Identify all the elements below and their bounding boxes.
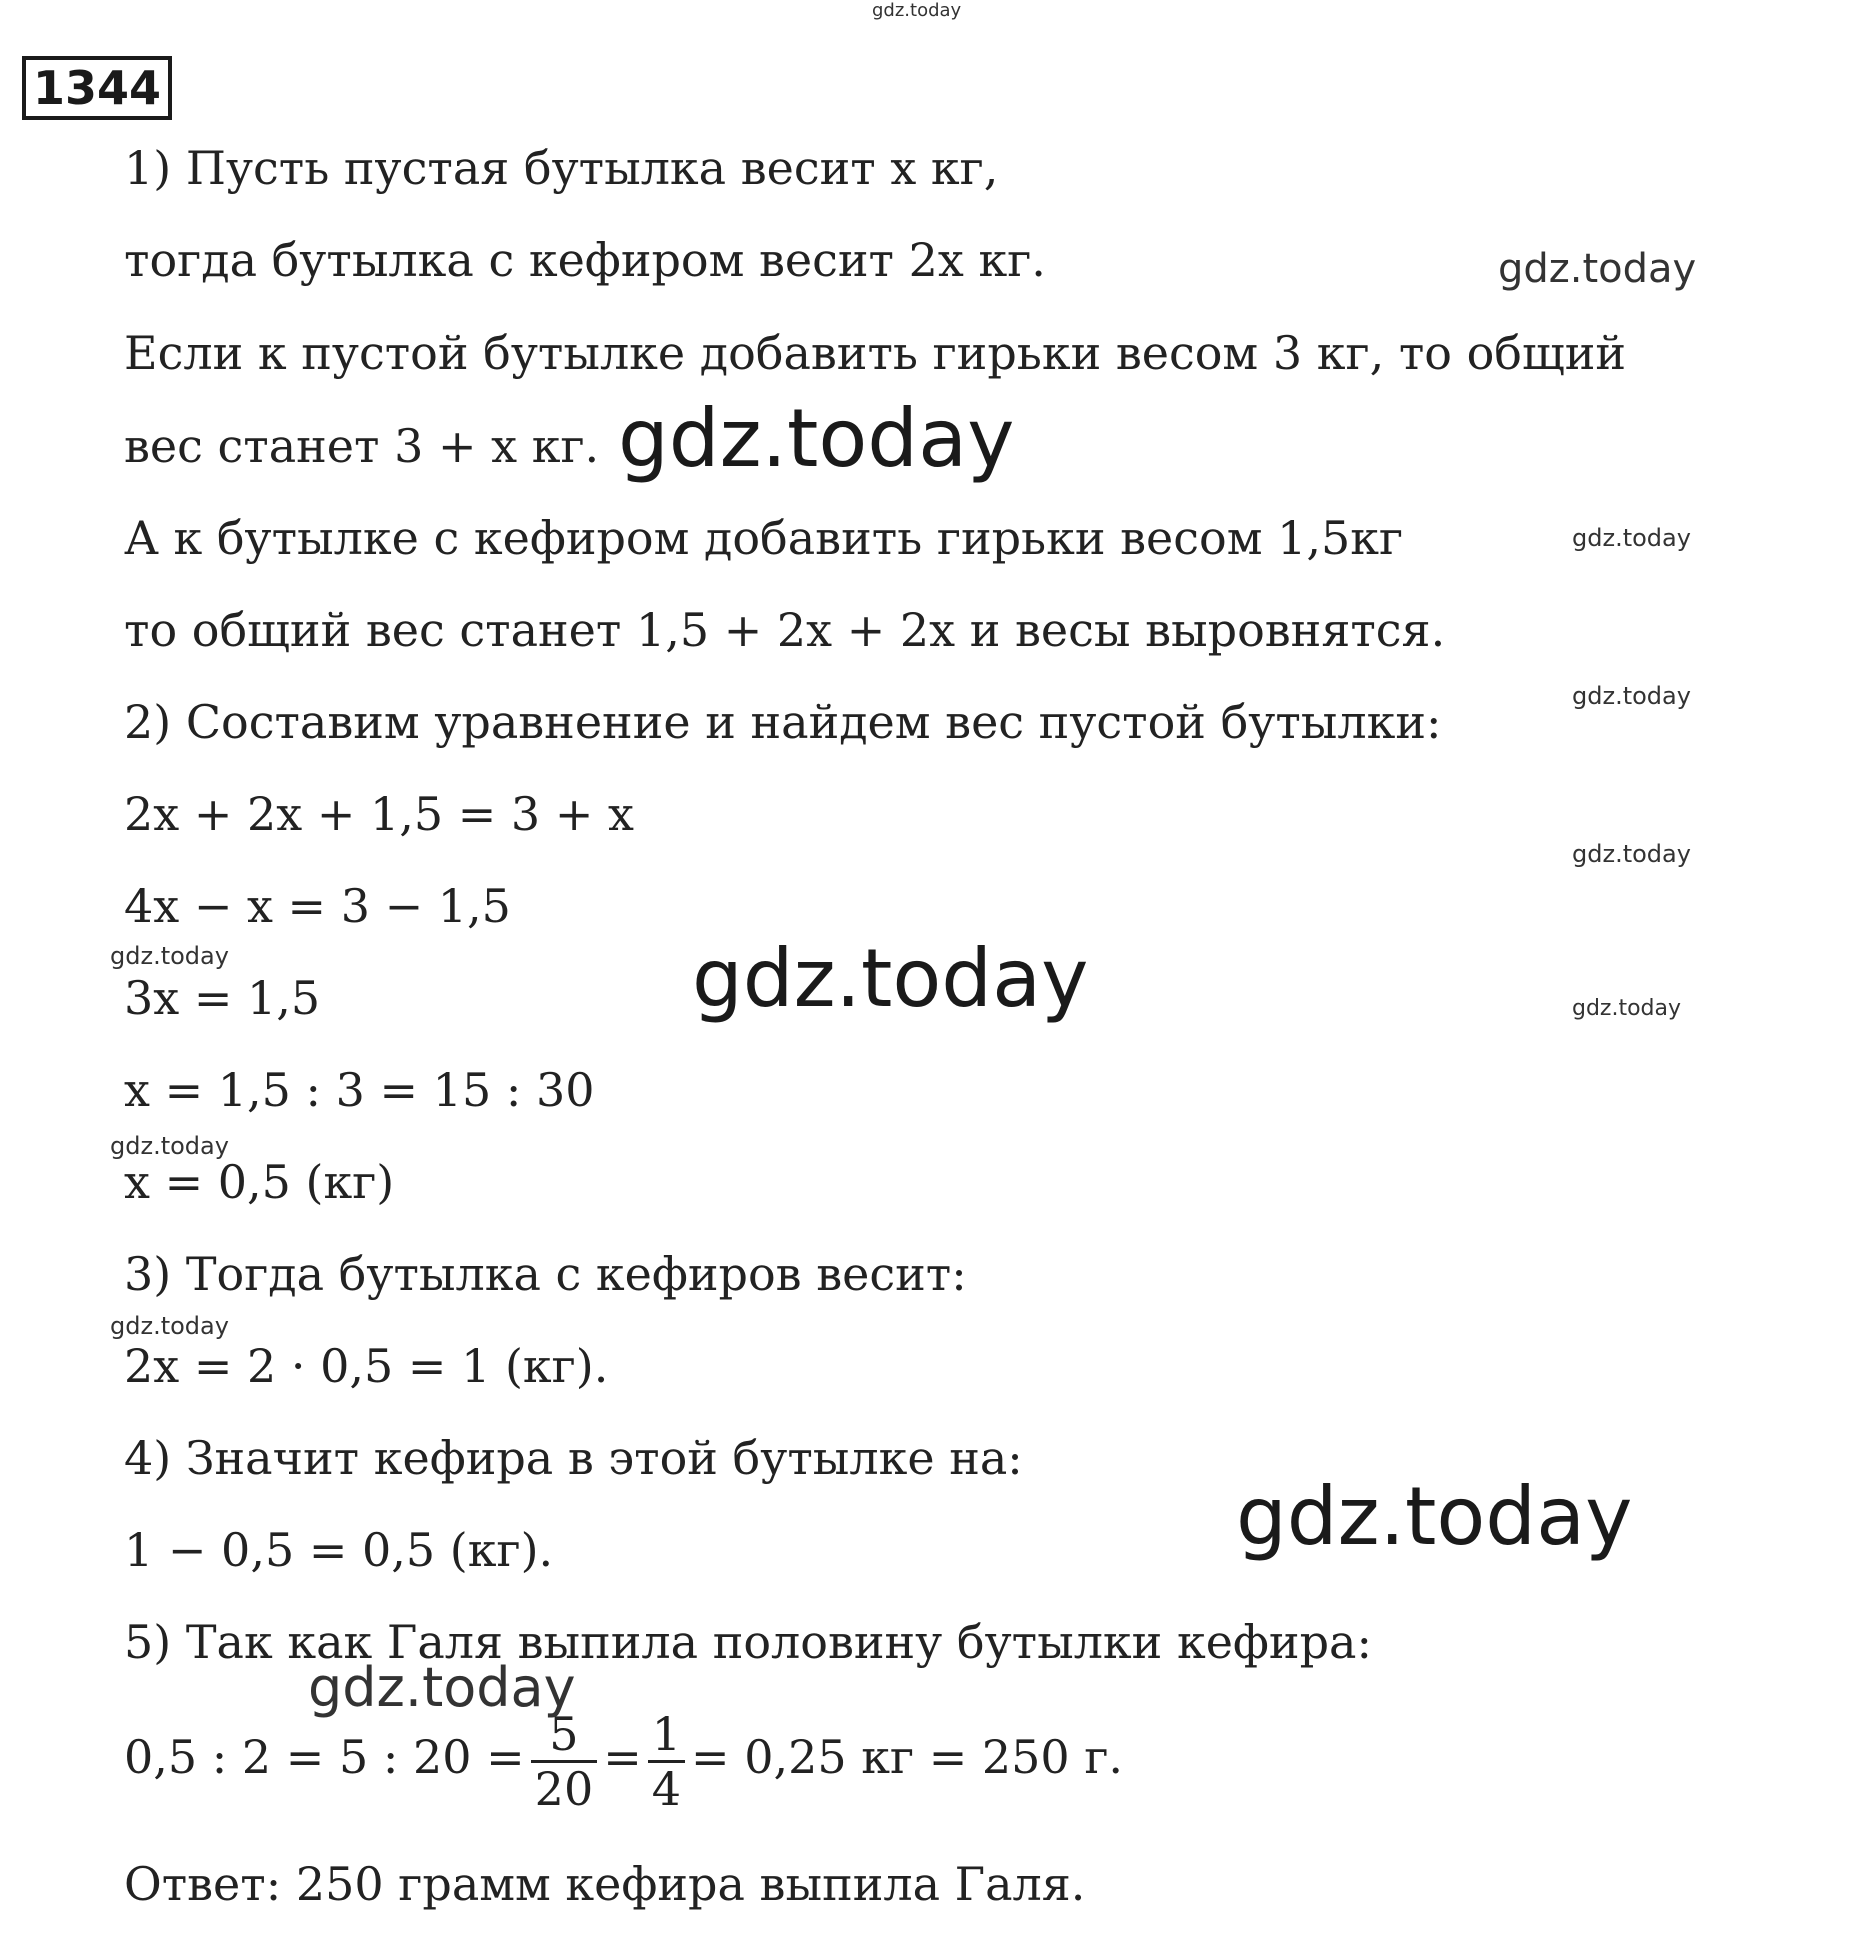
fraction-1-4	[648, 1708, 685, 1815]
equation-line-1: 2x + 2x + 1,5 = 3 + x	[124, 787, 634, 841]
fraction-equation	[124, 1702, 1123, 1815]
watermark: gdz.today	[1572, 840, 1691, 868]
watermark: gdz.today	[872, 0, 962, 21]
equation-line-3: 3x = 1,5	[124, 971, 321, 1025]
problem-number: 1344	[22, 56, 172, 120]
watermark: gdz.today	[110, 1132, 229, 1160]
solution-line-4: вес станет 3 + x кг.	[124, 419, 600, 473]
watermark: gdz.today	[1572, 996, 1682, 1021]
watermark: gdz.today	[692, 932, 1089, 1025]
answer-line: Ответ: 250 грамм кефира выпила Галя.	[124, 1857, 1086, 1911]
fraction-denominator: 4	[651, 1761, 682, 1816]
equation-line-6: 2x = 2 · 0,5 = 1 (кг).	[124, 1339, 609, 1393]
fraction-denominator: 20	[534, 1761, 594, 1816]
watermark: gdz.today	[308, 1656, 576, 1719]
solution-line-5: А к бутылке с кефиром добавить гирьки весом 1,5кг	[124, 511, 1404, 565]
watermark: gdz.today	[1498, 246, 1697, 292]
solution-line-7: 2) Составим уравнение и найдем вес пустой бутылки:	[124, 695, 1442, 749]
solution-line-1: 1) Пусть пустая бутылка весит x кг,	[124, 141, 999, 195]
watermark: gdz.today	[618, 392, 1015, 485]
equation-line-4: x = 1,5 : 3 = 15 : 30	[124, 1063, 595, 1117]
watermark: gdz.today	[1572, 682, 1691, 710]
solution-line-2: тогда бутылка с кефиром весит 2x кг.	[124, 233, 1046, 287]
fraction-numerator: 1	[648, 1708, 685, 1763]
watermark: gdz.today	[1572, 524, 1691, 552]
solution-line-8: 3) Тогда бутылка с кефиров весит:	[124, 1247, 967, 1301]
fraction-5-20	[531, 1708, 598, 1815]
equals-sign: =	[603, 1730, 642, 1784]
fraction-equation-end: = 0,25 кг = 250 г.	[691, 1730, 1124, 1784]
fraction-numerator: 5	[531, 1708, 598, 1763]
watermark: gdz.today	[1236, 1470, 1633, 1563]
equation-line-5: x = 0,5 (кг)	[124, 1155, 395, 1209]
solution-line-6: то общий вес станет 1,5 + 2x + 2x и весы выровнятся.	[124, 603, 1446, 657]
solution-line-10: 5) Так как Галя выпила половину бутылки кефира:	[124, 1615, 1372, 1669]
equation-line-7: 1 − 0,5 = 0,5 (кг).	[124, 1523, 554, 1577]
watermark: gdz.today	[110, 1312, 229, 1340]
solution-line-9: 4) Значит кефира в этой бутылке на:	[124, 1431, 1023, 1485]
solution-line-3: Если к пустой бутылке добавить гирьки весом 3 кг, то общий	[124, 326, 1627, 380]
equation-line-2: 4x − x = 3 − 1,5	[124, 879, 511, 933]
watermark: gdz.today	[110, 942, 229, 970]
fraction-equation-start: 0,5 : 2 = 5 : 20 =	[124, 1730, 525, 1784]
